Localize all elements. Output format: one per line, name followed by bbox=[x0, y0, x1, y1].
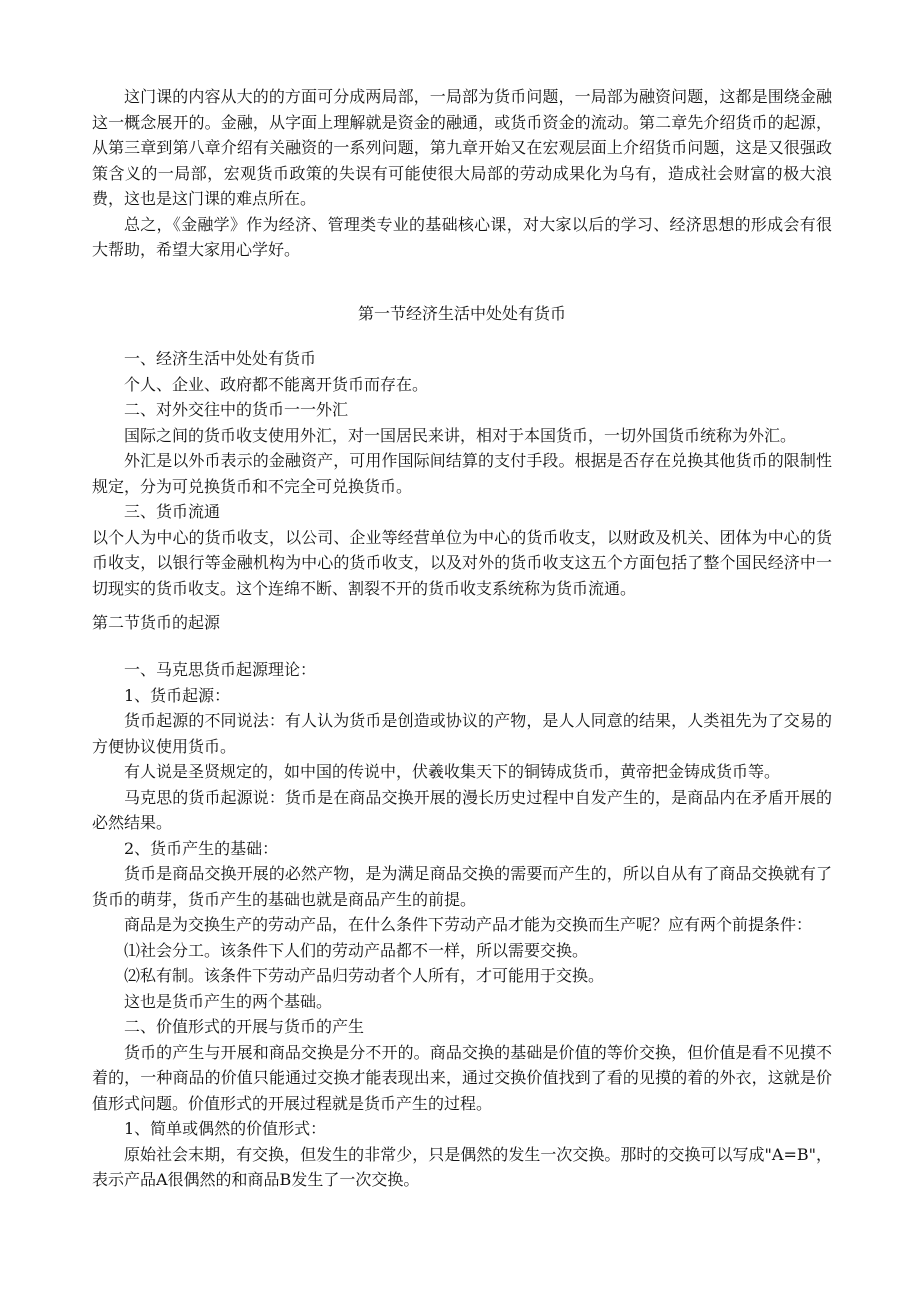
section2-paragraph-10: 原始社会末期，有交换，但发生的非常少，只是偶然的发生一次交换。那时的交换可以写成"A=B"，表示产品A很偶然的和商品B发生了一次交换。 bbox=[92, 1144, 832, 1189]
section1-heading-2: 二、对外交往中的货币一一外汇 bbox=[124, 400, 349, 419]
section1-paragraph-1: 个人、企业、政府都不能离开货币而存在。 bbox=[124, 374, 429, 394]
section1-paragraph-2: 国际之间的货币收支使用外汇，对一国居民来讲，相对于本国货币，一切外国货币统称为外汇。 bbox=[124, 425, 797, 445]
section2-paragraph-7: ⑵私有制。该条件下劳动产品归劳动者个人所有，才可能用于交换。 bbox=[124, 966, 605, 985]
section1-body bbox=[92, 346, 832, 601]
section1-paragraph-4: 以个人为中心的货币收支，以公司、企业等经营单位为中心的货币收支，以财政及机关、团体为中心的货币收支，以银行等金融机构为中心的货币收支，以及对外的货币收支这五个方面包括了整个国民经济中一切现实的货币收支。这个连绵不断、割裂不开的货币收支系统称为货币流通。 bbox=[92, 527, 832, 598]
section2-paragraph-2: 有人说是圣贤规定的，如中国的传说中，伏羲收集天下的铜铸成货币，黄帝把金铸成货币等。 bbox=[124, 762, 781, 781]
section1-heading-3: 三、货币流通 bbox=[124, 502, 221, 521]
section2-paragraph-8: 这也是货币产生的两个基础。 bbox=[124, 991, 333, 1011]
section2-paragraph-5: 商品是为交换生产的劳动产品，在什么条件下劳动产品才能为交换而生产呢？应有两个前提条件： bbox=[124, 915, 813, 934]
section2-title: 第二节货币的起源 bbox=[92, 613, 221, 632]
section1-title: 第一节经济生活中处处有货币 bbox=[357, 304, 566, 323]
section2-paragraph-6: ⑴社会分工。该条件下人们的劳动产品都不一样，所以需要交换。 bbox=[124, 940, 589, 960]
intro-paragraph-2: 总之，《金融学》作为经济、管理类专业的基础核心课，对大家以后的学习、经济思想的形成会有很大帮助，希望大家用心学好。 bbox=[92, 214, 832, 259]
section2-subheading-3: 1、简单或偶然的价值形式： bbox=[124, 1119, 327, 1138]
section2-subheading-2: 2、货币产生的基础： bbox=[124, 838, 279, 858]
section2-heading-1: 一、马克思货币起源理论： bbox=[124, 660, 317, 679]
section1-paragraph-3: 外汇是以外币表示的金融资产，可用作国际间结算的支付手段。根据是否存在兑换其他货币的限制性规定，分为可兑换货币和不完全可兑换货币。 bbox=[92, 451, 832, 496]
section2-heading-2: 二、价值形式的开展与货币的产生 bbox=[124, 1017, 365, 1036]
section2-paragraph-3: 马克思的货币起源说：货币是在商品交换开展的漫长历史过程中自发产生的，是商品内在矛盾开展的必然结果。 bbox=[92, 787, 832, 832]
section2-paragraph-9: 货币的产生与开展和商品交换是分不开的。商品交换的基础是价值的等价交换，但价值是看不见摸不着的，一种商品的价值只能通过交换才能表现出来，通过交换价值找到了看的见摸的着的外衣，这就是价值形式问题。价值形式的开展过程就是货币产生的过程。 bbox=[92, 1042, 832, 1113]
intro-section bbox=[92, 84, 832, 263]
intro-paragraph-1: 这门课的内容从大的的方面可分成两局部，一局部为货币问题，一局部为融资问题，这都是围绕金融这一概念展开的。金融，从字面上理解就是资金的融通，或货币资金的流动。第二章先介绍货币的起源，从第三章到第八章介绍有关融资的一系列问题，第九章开始又在宏观层面上介绍货币问题，这是又很强政策含义的一局部，宏观货币政策的失误有可能使很大局部的劳动成果化为乌有，造成社会财富的极大浪费，这也是这门课的难点所在。 bbox=[92, 87, 832, 208]
section2-paragraph-1: 货币起源的不同说法：有人认为货币是创造或协议的产物，是人人同意的结果，人类祖先为了交易的方便协议使用货币。 bbox=[92, 711, 832, 756]
section1-heading-1: 一、经济生活中处处有货币 bbox=[124, 349, 317, 368]
section2-body bbox=[92, 657, 832, 1193]
section2-subheading-1: 1、货币起源： bbox=[124, 685, 231, 705]
section2-paragraph-4: 货币是商品交换开展的必然产物，是为满足商品交换的需要而产生的，所以自从有了商品交换就有了货币的萌芽，货币产生的基础也就是商品产生的前提。 bbox=[92, 864, 832, 909]
